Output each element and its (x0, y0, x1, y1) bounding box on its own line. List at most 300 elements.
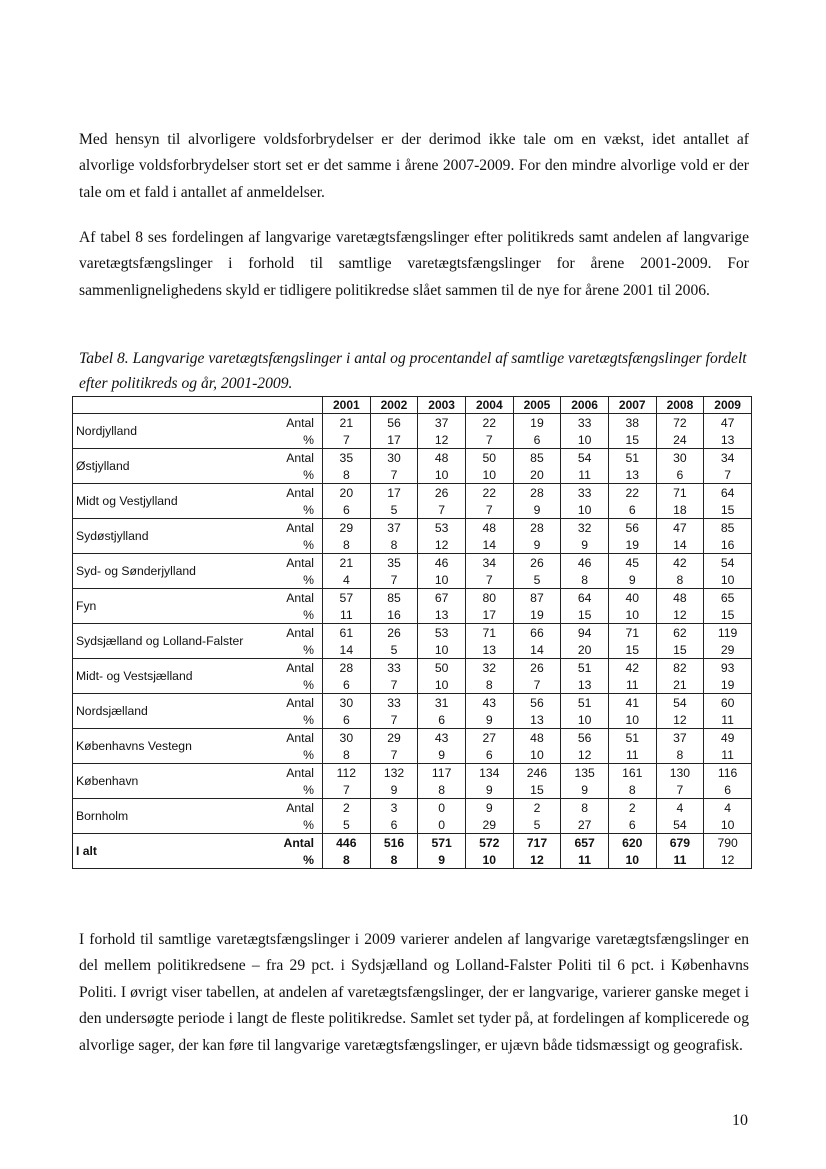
count-cell: 42 (656, 554, 704, 572)
count-cell: 116 (704, 764, 752, 782)
table-row-antal (73, 764, 752, 782)
count-cell: 37 (370, 519, 418, 537)
percent-cell: 11 (561, 851, 609, 869)
count-cell: 93 (704, 659, 752, 677)
percent-cell: 12 (656, 606, 704, 624)
percent-cell: 6 (465, 746, 513, 764)
count-cell: 572 (465, 834, 513, 852)
count-cell: 22 (608, 484, 656, 502)
percent-cell: 20 (513, 466, 561, 484)
percent-cell: 9 (465, 781, 513, 799)
count-cell: 66 (513, 624, 561, 642)
percent-cell: 19 (704, 676, 752, 694)
percent-cell: 9 (513, 501, 561, 519)
count-cell: 85 (513, 449, 561, 467)
percent-cell: 11 (323, 606, 371, 624)
count-cell: 27 (465, 729, 513, 747)
count-cell: 30 (323, 729, 371, 747)
table-row-antal (73, 414, 752, 432)
region-name: København (73, 764, 268, 799)
percent-cell: 8 (323, 746, 371, 764)
count-cell: 51 (561, 659, 609, 677)
year-header: 2008 (656, 397, 704, 414)
count-cell: 72 (656, 414, 704, 432)
percent-cell: 7 (323, 781, 371, 799)
count-cell: 8 (561, 799, 609, 817)
year-header: 2003 (418, 397, 466, 414)
percent-cell: 13 (513, 711, 561, 729)
percent-cell: 15 (608, 641, 656, 659)
percent-cell: 20 (561, 641, 609, 659)
antal-label: Antal (268, 519, 323, 537)
count-cell: 2 (608, 799, 656, 817)
count-cell: 71 (656, 484, 704, 502)
percent-cell: 16 (704, 536, 752, 554)
percent-cell: 7 (418, 501, 466, 519)
percent-cell: 6 (370, 816, 418, 834)
percent-cell: 8 (323, 466, 371, 484)
count-cell: 246 (513, 764, 561, 782)
percent-cell: 7 (704, 466, 752, 484)
count-cell: 620 (608, 834, 656, 852)
percent-label: % (268, 641, 323, 659)
count-cell: 41 (608, 694, 656, 712)
percent-cell: 12 (513, 851, 561, 869)
count-cell: 0 (418, 799, 466, 817)
count-cell: 22 (465, 414, 513, 432)
percent-cell: 8 (370, 536, 418, 554)
percent-cell: 9 (561, 781, 609, 799)
percent-cell: 10 (418, 571, 466, 589)
count-cell: 50 (465, 449, 513, 467)
antal-label: Antal (268, 659, 323, 677)
percent-label: % (268, 746, 323, 764)
percent-label: % (268, 536, 323, 554)
count-cell: 32 (561, 519, 609, 537)
count-cell: 30 (323, 694, 371, 712)
percent-cell: 14 (513, 641, 561, 659)
count-cell: 4 (656, 799, 704, 817)
count-cell: 679 (656, 834, 704, 852)
percent-cell: 10 (608, 851, 656, 869)
antal-label: Antal (268, 414, 323, 432)
count-cell: 62 (656, 624, 704, 642)
percent-cell: 6 (323, 676, 371, 694)
percent-cell: 10 (608, 711, 656, 729)
antal-label: Antal (268, 449, 323, 467)
count-cell: 82 (656, 659, 704, 677)
count-cell: 29 (370, 729, 418, 747)
count-cell: 21 (323, 414, 371, 432)
region-name: Midt og Vestjylland (73, 484, 268, 519)
count-cell: 45 (608, 554, 656, 572)
percent-label: % (268, 431, 323, 449)
count-cell: 33 (370, 659, 418, 677)
region-name: Østjylland (73, 449, 268, 484)
percent-cell: 7 (465, 431, 513, 449)
percent-cell: 18 (656, 501, 704, 519)
percent-cell: 5 (513, 571, 561, 589)
year-header: 2004 (465, 397, 513, 414)
percent-cell: 9 (561, 536, 609, 554)
percent-cell: 13 (465, 641, 513, 659)
percent-label: % (268, 851, 323, 869)
percent-label: % (268, 781, 323, 799)
percent-cell: 13 (608, 466, 656, 484)
count-cell: 87 (513, 589, 561, 607)
percent-cell: 10 (704, 816, 752, 834)
count-cell: 28 (513, 484, 561, 502)
percent-cell: 9 (418, 746, 466, 764)
table-row-antal (73, 624, 752, 642)
percent-cell: 11 (656, 851, 704, 869)
count-cell: 130 (656, 764, 704, 782)
percent-cell: 7 (370, 571, 418, 589)
table-row-antal (73, 589, 752, 607)
count-cell: 132 (370, 764, 418, 782)
count-cell: 9 (465, 799, 513, 817)
percent-cell: 4 (323, 571, 371, 589)
percent-cell: 8 (656, 571, 704, 589)
percent-cell: 10 (418, 676, 466, 694)
percent-cell: 9 (608, 571, 656, 589)
count-cell: 117 (418, 764, 466, 782)
percent-cell: 29 (704, 641, 752, 659)
count-cell: 19 (513, 414, 561, 432)
count-cell: 119 (704, 624, 752, 642)
paragraph-table-description: Af tabel 8 ses fordelingen af langvarige varetægtsfængslinger efter politikreds samt andelen af langvarige varetægtsfængslinger i forhold til samtlige varetægtsfængslinger for årene 2001-2009. For sammenlignelighedens skyld er tidligere politikredse slået sammen til de nye for årene 2001 til 2006. (79, 229, 749, 299)
percent-cell: 10 (465, 466, 513, 484)
count-cell: 21 (323, 554, 371, 572)
percent-cell: 11 (704, 711, 752, 729)
region-name: Nordsjælland (73, 694, 268, 729)
count-cell: 37 (418, 414, 466, 432)
table-header-row (73, 397, 752, 414)
antal-label: Antal (268, 624, 323, 642)
count-cell: 43 (465, 694, 513, 712)
percent-cell: 19 (513, 606, 561, 624)
percent-cell: 15 (704, 606, 752, 624)
percent-cell: 13 (561, 676, 609, 694)
percent-cell: 7 (465, 501, 513, 519)
percent-cell: 6 (704, 781, 752, 799)
count-cell: 47 (656, 519, 704, 537)
paragraph-intro: Med hensyn til alvorligere voldsforbrydelser er der derimod ikke tale om en vækst, idet antallet af alvorlige voldsforbrydelser stort set er det samme i årene 2007-2009. For den mindre alvorlige vold er der tale om et fald i antallet af anmeldelser. (79, 131, 749, 201)
percent-cell: 12 (418, 431, 466, 449)
percent-cell: 8 (656, 746, 704, 764)
count-cell: 571 (418, 834, 466, 852)
antal-label: Antal (268, 834, 323, 852)
percent-cell: 11 (608, 746, 656, 764)
count-cell: 37 (656, 729, 704, 747)
count-cell: 48 (418, 449, 466, 467)
count-cell: 26 (418, 484, 466, 502)
count-cell: 516 (370, 834, 418, 852)
count-cell: 46 (561, 554, 609, 572)
count-cell: 30 (370, 449, 418, 467)
count-cell: 49 (704, 729, 752, 747)
percent-cell: 8 (465, 676, 513, 694)
percent-cell: 6 (323, 501, 371, 519)
percent-cell: 14 (465, 536, 513, 554)
percent-cell: 7 (323, 431, 371, 449)
count-cell: 33 (561, 414, 609, 432)
count-cell: 42 (608, 659, 656, 677)
percent-cell: 9 (465, 711, 513, 729)
percent-cell: 8 (608, 781, 656, 799)
percent-cell: 15 (608, 431, 656, 449)
percent-cell: 11 (561, 466, 609, 484)
table-row-antal (73, 484, 752, 502)
percent-cell: 8 (418, 781, 466, 799)
percent-cell: 21 (656, 676, 704, 694)
table-caption: Tabel 8. Langvarige varetægtsfængslinger i antal og procentandel af samtlige varetægtsfængslinger fordelt efter politikreds og år, 2001-2009. (79, 350, 747, 392)
percent-label: % (268, 711, 323, 729)
year-header: 2009 (704, 397, 752, 414)
antal-label: Antal (268, 729, 323, 747)
percent-cell: 7 (370, 466, 418, 484)
count-cell: 60 (704, 694, 752, 712)
count-cell: 53 (418, 624, 466, 642)
count-cell: 717 (513, 834, 561, 852)
percent-cell: 15 (704, 501, 752, 519)
percent-label: % (268, 676, 323, 694)
percent-cell: 9 (418, 851, 466, 869)
count-cell: 57 (323, 589, 371, 607)
table-body (73, 414, 752, 869)
region-name: Københavns Vestegn (73, 729, 268, 764)
count-cell: 64 (561, 589, 609, 607)
antal-label: Antal (268, 694, 323, 712)
year-header: 2001 (323, 397, 371, 414)
percent-cell: 10 (561, 431, 609, 449)
count-cell: 29 (323, 519, 371, 537)
antal-label: Antal (268, 484, 323, 502)
percent-cell: 8 (323, 536, 371, 554)
count-cell: 134 (465, 764, 513, 782)
count-cell: 50 (418, 659, 466, 677)
antal-label: Antal (268, 589, 323, 607)
count-cell: 4 (704, 799, 752, 817)
percent-cell: 17 (370, 431, 418, 449)
count-cell: 54 (561, 449, 609, 467)
percent-cell: 15 (561, 606, 609, 624)
region-name: Syd- og Sønderjylland (73, 554, 268, 589)
count-cell: 34 (704, 449, 752, 467)
paragraph-conclusion: I forhold til samtlige varetægtsfængslinger i 2009 varierer andelen af langvarige varetægtsfængslinger en del mellem politikredsene – fra 29 pct. i Sydsjælland og Lolland-Falster Politi til 6 pct. i Københavns Politi. I øvrigt viser tabellen, at andelen af varetægtsfængslinger, der er langvarige, varierer ganske meget i den undersøgte periode i langt de fleste politikredse. Samlet set tyder på, at fordelingen af komplicerede og alvorlige sager, der kan føre til langvarige varetægtsfængslinger, er ujævn både tidsmæssigt og geografisk. (79, 931, 749, 1054)
percent-cell: 10 (608, 606, 656, 624)
count-cell: 17 (370, 484, 418, 502)
count-cell: 135 (561, 764, 609, 782)
percent-cell: 11 (704, 746, 752, 764)
count-cell: 35 (323, 449, 371, 467)
count-cell: 61 (323, 624, 371, 642)
count-cell: 48 (513, 729, 561, 747)
percent-cell: 14 (323, 641, 371, 659)
count-cell: 54 (656, 694, 704, 712)
percent-cell: 12 (656, 711, 704, 729)
percent-label: % (268, 501, 323, 519)
percent-cell: 10 (465, 851, 513, 869)
table-row-antal (73, 554, 752, 572)
count-cell: 790 (704, 834, 752, 852)
percent-cell: 6 (418, 711, 466, 729)
percent-cell: 16 (370, 606, 418, 624)
header-corner (73, 397, 323, 414)
year-header: 2006 (561, 397, 609, 414)
region-name: Bornholm (73, 799, 268, 834)
count-cell: 3 (370, 799, 418, 817)
count-cell: 32 (465, 659, 513, 677)
count-cell: 33 (561, 484, 609, 502)
percent-cell: 29 (465, 816, 513, 834)
percent-cell: 17 (465, 606, 513, 624)
count-cell: 54 (704, 554, 752, 572)
percent-label: % (268, 606, 323, 624)
percent-cell: 10 (561, 501, 609, 519)
count-cell: 40 (608, 589, 656, 607)
count-cell: 56 (370, 414, 418, 432)
count-cell: 56 (513, 694, 561, 712)
count-cell: 2 (513, 799, 561, 817)
percent-cell: 8 (370, 851, 418, 869)
count-cell: 161 (608, 764, 656, 782)
percent-cell: 12 (418, 536, 466, 554)
region-name: Midt- og Vestsjælland (73, 659, 268, 694)
count-cell: 48 (465, 519, 513, 537)
percent-cell: 5 (370, 641, 418, 659)
count-cell: 85 (704, 519, 752, 537)
percent-cell: 7 (370, 746, 418, 764)
table-row-antal (73, 694, 752, 712)
count-cell: 56 (608, 519, 656, 537)
count-cell: 22 (465, 484, 513, 502)
percent-cell: 9 (513, 536, 561, 554)
percent-cell: 10 (418, 641, 466, 659)
percent-cell: 19 (608, 536, 656, 554)
percent-cell: 15 (656, 641, 704, 659)
percent-cell: 7 (465, 571, 513, 589)
count-cell: 20 (323, 484, 371, 502)
count-cell: 33 (370, 694, 418, 712)
percent-cell: 9 (370, 781, 418, 799)
count-cell: 446 (323, 834, 371, 852)
region-name: Sydøstjylland (73, 519, 268, 554)
count-cell: 28 (513, 519, 561, 537)
percent-cell: 10 (561, 711, 609, 729)
percent-cell: 15 (513, 781, 561, 799)
percent-label: % (268, 571, 323, 589)
total-antal-row (73, 834, 752, 852)
percent-cell: 5 (513, 816, 561, 834)
count-cell: 53 (418, 519, 466, 537)
region-name: Fyn (73, 589, 268, 624)
percent-cell: 54 (656, 816, 704, 834)
percent-cell: 7 (370, 711, 418, 729)
percent-cell: 24 (656, 431, 704, 449)
percent-cell: 12 (704, 851, 752, 869)
region-name: Sydsjælland og Lolland-Falster (73, 624, 268, 659)
count-cell: 34 (465, 554, 513, 572)
table-row-antal (73, 729, 752, 747)
count-cell: 94 (561, 624, 609, 642)
count-cell: 71 (465, 624, 513, 642)
count-cell: 48 (656, 589, 704, 607)
percent-cell: 27 (561, 816, 609, 834)
count-cell: 26 (370, 624, 418, 642)
count-cell: 30 (656, 449, 704, 467)
count-cell: 2 (323, 799, 371, 817)
percent-cell: 12 (561, 746, 609, 764)
table-row-antal (73, 449, 752, 467)
count-cell: 47 (704, 414, 752, 432)
percent-cell: 6 (513, 431, 561, 449)
antal-label: Antal (268, 554, 323, 572)
detention-table (72, 396, 752, 869)
percent-cell: 10 (418, 466, 466, 484)
count-cell: 51 (561, 694, 609, 712)
percent-cell: 8 (561, 571, 609, 589)
count-cell: 64 (704, 484, 752, 502)
count-cell: 112 (323, 764, 371, 782)
antal-label: Antal (268, 764, 323, 782)
year-header: 2007 (608, 397, 656, 414)
percent-cell: 13 (704, 431, 752, 449)
count-cell: 51 (608, 729, 656, 747)
count-cell: 51 (608, 449, 656, 467)
count-cell: 26 (513, 659, 561, 677)
percent-cell: 11 (608, 676, 656, 694)
percent-cell: 14 (656, 536, 704, 554)
percent-cell: 7 (513, 676, 561, 694)
percent-cell: 7 (370, 676, 418, 694)
count-cell: 35 (370, 554, 418, 572)
count-cell: 657 (561, 834, 609, 852)
count-cell: 38 (608, 414, 656, 432)
percent-cell: 5 (323, 816, 371, 834)
count-cell: 85 (370, 589, 418, 607)
percent-cell: 8 (323, 851, 371, 869)
percent-cell: 0 (418, 816, 466, 834)
year-header: 2005 (513, 397, 561, 414)
percent-cell: 6 (656, 466, 704, 484)
percent-cell: 10 (513, 746, 561, 764)
percent-label: % (268, 466, 323, 484)
percent-label: % (268, 816, 323, 834)
table-row-antal (73, 659, 752, 677)
percent-cell: 6 (608, 816, 656, 834)
count-cell: 56 (561, 729, 609, 747)
count-cell: 43 (418, 729, 466, 747)
region-name: Nordjylland (73, 414, 268, 449)
count-cell: 67 (418, 589, 466, 607)
page-number: 10 (732, 1112, 748, 1129)
percent-cell: 7 (656, 781, 704, 799)
percent-cell: 6 (608, 501, 656, 519)
antal-label: Antal (268, 799, 323, 817)
count-cell: 71 (608, 624, 656, 642)
table-row-antal (73, 799, 752, 817)
count-cell: 31 (418, 694, 466, 712)
table-row-antal (73, 519, 752, 537)
percent-cell: 13 (418, 606, 466, 624)
count-cell: 80 (465, 589, 513, 607)
count-cell: 46 (418, 554, 466, 572)
total-label: I alt (73, 834, 268, 869)
count-cell: 26 (513, 554, 561, 572)
count-cell: 28 (323, 659, 371, 677)
count-cell: 65 (704, 589, 752, 607)
